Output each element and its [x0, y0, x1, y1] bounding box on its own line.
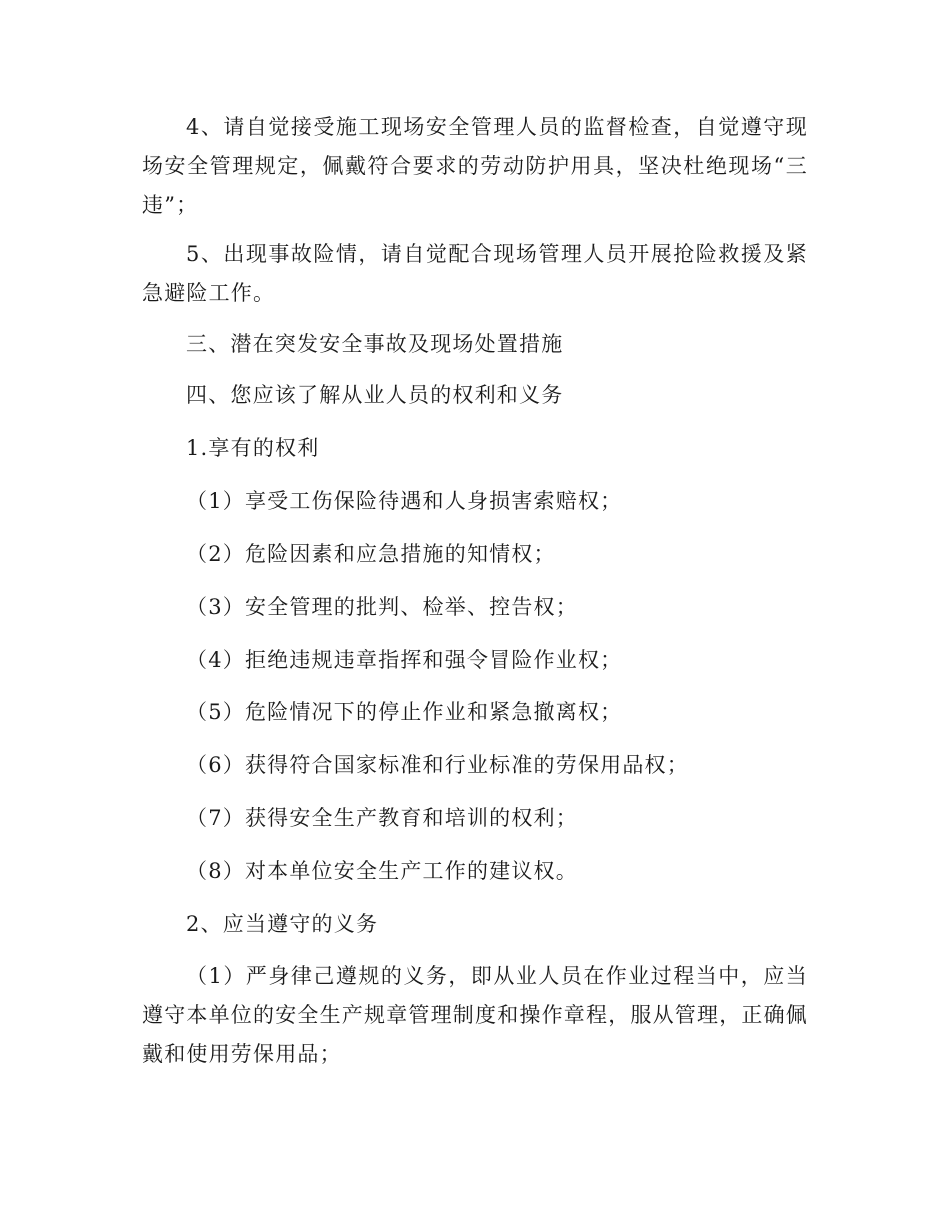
rights-item-5: （5）危险情况下的停止作业和紧急撤离权； — [186, 700, 623, 724]
duties-item-1: （1）严身律己遵规的义务，即从业人员在作业过程当中，应当遵守本单位的安全生产规章管理制度和操作章程，服从管理，正确佩戴和使用劳保用品； — [142, 964, 808, 1066]
paragraph-5-emergency-cooperation: 5、出现事故险情，请自觉配合现场管理人员开展抢险救援及紧急避险工作。 — [142, 242, 808, 305]
paragraph-4-site-supervision: 4、请自觉接受施工现场安全管理人员的监督检查，自觉遵守现场安全管理规定，佩戴符合要求的劳动防护用具，坚决杜绝现场“三违”； — [142, 115, 808, 217]
subsection-heading-duties: 2、应当遵守的义务 — [186, 912, 379, 936]
rights-item-1: （1）享受工伤保险待遇和人身损害索赔权； — [186, 489, 623, 513]
rights-item-8: （8）对本单位安全生产工作的建议权。 — [186, 859, 578, 883]
subsection-heading-rights: 1.享有的权利 — [186, 436, 320, 460]
rights-item-6: （6）获得符合国家标准和行业标准的劳保用品权； — [186, 753, 689, 777]
rights-item-3: （3）安全管理的批判、检举、控告权； — [186, 595, 578, 619]
rights-item-4: （4）拒绝违规违章指挥和强令冒险作业权； — [186, 648, 623, 672]
section-heading-3: 三、潜在突发安全事故及现场处置措施 — [186, 332, 564, 356]
rights-item-7: （7）获得安全生产教育和培训的权利； — [186, 806, 578, 830]
rights-item-2: （2）危险因素和应急措施的知情权； — [186, 542, 556, 566]
section-heading-4: 四、您应该了解从业人员的权利和义务 — [186, 383, 564, 407]
